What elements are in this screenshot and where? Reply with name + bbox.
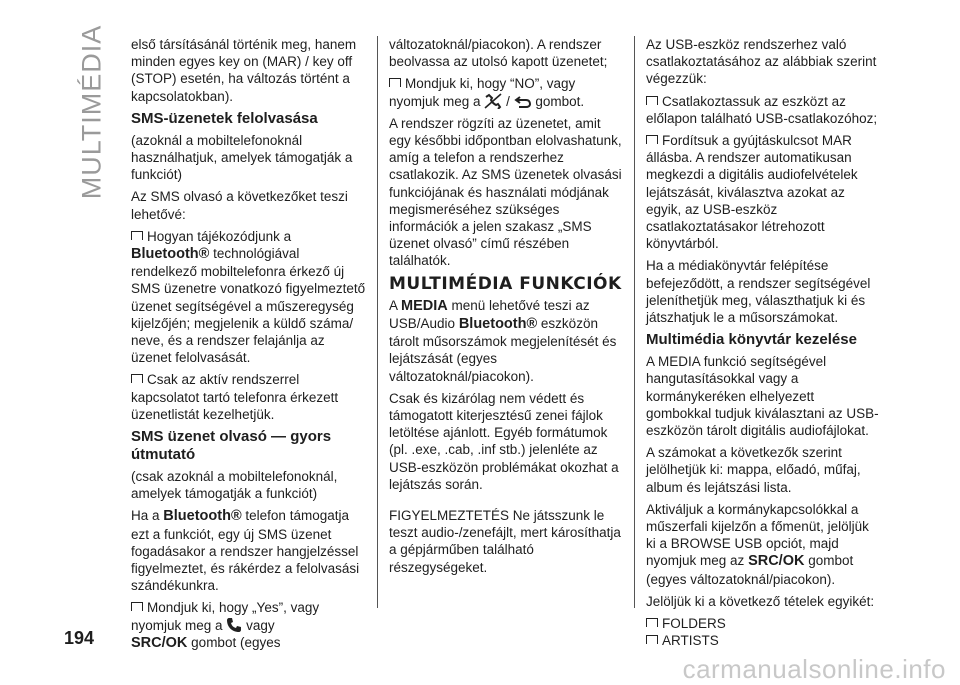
section-heading: Multimédia könyvtár kezelése [646,331,857,349]
bullet-item: Csatlakoztassuk az eszközt az előlapon található USB-csatlakozóhoz; [646,93,878,126]
bullet-item: FOLDERS [646,615,882,632]
section-side-title [62,24,122,200]
bullet-icon [646,133,662,148]
page-number: 194 [64,628,95,648]
paragraph: Az SMS olvasó a következőket teszi lehetővé: [131,189,348,222]
chapter-heading: MULTIMÉDIA FUNKCIÓK [389,273,622,294]
section-heading: SMS üzenet olvasó — gyors útmutató [131,428,332,464]
bullet-item: Csak az aktív rendszerrel kapcsolatot tartó telefonra érkezett üzenetlistát kezelhetjük. [131,372,339,422]
paragraph: első társításánál történik meg, hanem minden egyes key on (MAR) / key off (STOP) esetén, ha változás történt a kapcsolatokban). [131,37,357,104]
back-arrow-icon [514,95,532,109]
watermark: carmanualsonline.info [682,654,946,684]
bullet-item: Mondjuk ki, hogy “NO”, vagy nyomjuk meg a / gombot. [389,76,585,109]
column-divider [377,36,378,608]
paragraph: A számokat a következők szerint jelölhetjük ki: mappa, előadó, műfaj, album és lejátszási lista. [646,445,861,495]
paragraph: Csak és kizárólag nem védett és támogatott kiterjesztésű zenei fájlok letöltése ajánlott. Egyéb formátumok (pl. .exe, .cab, .inf stb.) jelenléte az USB-eszközön problémákat okozhat a lejátszás során. [389,390,619,492]
bullet-icon [131,229,147,244]
text-column-3 [646,36,882,650]
paragraph: Ha a médiakönyvtár felépítése befejeződött, a rendszer segítségével jeleníthetjük meg, választhatjuk ki és játszhatjuk le a műsorszámokat. [646,258,871,326]
bullet-icon [646,616,662,631]
hang-up-phone-icon [484,93,502,109]
bullet-icon [131,600,147,615]
paragraph: (csak azoknál a mobiltelefonoknál, amelyek támogatják a funkciót) [131,469,338,502]
bullet-icon [389,76,405,91]
paragraph: Aktiváljuk a kormánykapcsolókkal a műszerfali kijelzőn a főmenüt, jelöljük ki a BROWSE USB opciót, majd nyomjuk meg az SRC/OK gombot (egyes változatoknál/piacokon). [646,501,869,587]
paragraph: A rendszer rögzíti az üzenetet, amit egy későbbi időpontban elolvashatunk, amíg a telefon a rendszerhez csatlakozik. Az SMS üzenetek olvasási funkciójának és használati módjának megismeréséhez szükséges információk a jelen szakasz „SMS üzenet olvasó” című részében találhatók. [389,115,622,269]
paragraph: A MEDIA funkció segítségével hangutasításokkal vagy a kormánykeréken elhelyezett gombokkal tudjuk kiválasztani az USB-eszközön tárolt digitális audiofájlokat. [646,354,879,439]
column-divider [634,36,635,608]
paragraph: Ha a Bluetooth® telefon támogatja ezt a funkciót, egy új SMS üzenet fogadásakor a rendszer hangjelzéssel figyelmeztet, és rákérdez a felolvasási szándékunkra. [131,508,360,594]
bullet-item: ARTISTS [646,632,882,649]
section-heading: SMS-üzenetek felolvasása [131,109,318,127]
paragraph: Az USB-eszköz rendszerhez való csatlakoztatásához az alábbiak szerint végezzük: [646,37,877,87]
paragraph: változatoknál/piacokon). A rendszer beolvassa az utolsó kapott üzenetet; [389,37,608,70]
bullet-icon [646,633,662,648]
paragraph: A MEDIA menü lehetővé teszi az USB/Audio Bluetooth® eszközön tárolt műsorszámok megjelenítését és lejátszását (egyes változatoknál/piacokon). [389,297,617,384]
phone-handset-icon [226,617,242,633]
text-column-1 [131,36,367,657]
bullet-icon [131,372,147,387]
warning-paragraph: FIGYELMEZTETÉS Ne játsszunk le teszt audio-/zenefájlt, mert károsíthatja a gépjárműben található részegységeket. [389,508,621,575]
paragraph: Jelöljük ki a következő tételek egyikét: [646,593,875,609]
bullet-item: Hogyan tájékozódjunk a Bluetooth® technológiával rendelkező mobiltelefonra érkező új SMS üzenetre vonatkozó figyelmeztető üzenet segítségével a műszeregység kijelzőjén; megjelenik a küldő száma/ neve, és a rendszer felajánlja az üzenet felolvasását. [131,228,366,366]
bullet-item: Fordítsuk a gyújtáskulcsot MAR állásba. A rendszer automatikusan megkezdi a digitális audiofelvételek lejátszását, kiválasztva azokat az egyik, az USB-eszköz csatlakoztatásakor létrehozott könyvtárból. [646,133,858,252]
bullet-item: Mondjuk ki, hogy „Yes”, vagy nyomjuk meg a vagy SRC/OK gombot (egyes [131,600,320,651]
bullet-icon [646,94,662,109]
section-side-title-text: MULTIMÉDIA [76,24,107,200]
text-column-2 [389,36,625,581]
paragraph: (azoknál a mobiltelefonoknál használhatjuk, amelyek támogatják a funkciót) [131,132,353,183]
